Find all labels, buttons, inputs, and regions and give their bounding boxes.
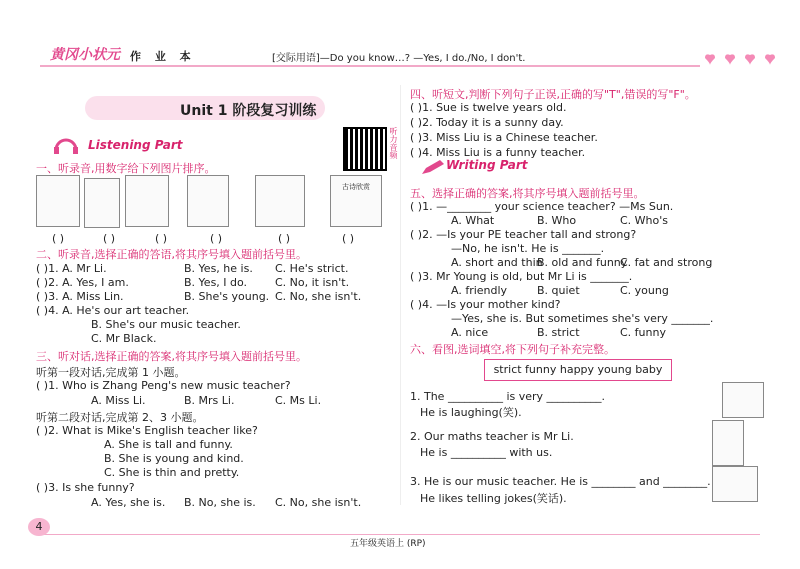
f1-line1: 1. The __________ is very __________. — [410, 390, 606, 403]
section-5-title: 五、选择正确的答案,将其序号填入题前括号里。 — [410, 187, 645, 200]
q3-3-c: C. No, she isn't. — [275, 496, 362, 509]
f3-line1: 3. He is our music teacher. He is ________ and ________. — [410, 475, 711, 488]
bracket-3: ( ) — [155, 232, 168, 245]
section-3-title: 三、听对话,选择正确的答案,将其序号填入题前括号里。 — [36, 350, 307, 363]
q4-1: ( )1. Sue is twelve years old. — [410, 101, 567, 114]
q2-2-c: C. No, it isn't. — [275, 276, 350, 289]
page-number: 4 — [28, 518, 50, 536]
q3-2-a: A. She is tall and funny. — [104, 438, 233, 451]
q3-2-b: B. She is young and kind. — [104, 452, 244, 465]
f2-line2: He is __________ with us. — [420, 446, 553, 459]
q3-1-a: A. Miss Li. — [91, 394, 146, 407]
hearts-decoration-icon — [700, 48, 795, 66]
q4-2: ( )2. Today it is a sunny day. — [410, 116, 564, 129]
listening-banner: Listening Part — [88, 138, 183, 152]
q5-4-b: B. strict — [537, 326, 580, 339]
footer-line — [40, 534, 760, 535]
q5-2-b: B. old and funny — [537, 256, 628, 269]
q5-4-a: A. nice — [451, 326, 489, 339]
footer-book: 五年级英语上 (RP) — [350, 539, 426, 549]
bracket-6: ( ) — [342, 232, 355, 245]
q3-3: ( )3. Is she funny? — [36, 481, 135, 494]
q5-4-c: C. funny — [620, 326, 666, 339]
pencil-icon — [420, 158, 446, 176]
q4-3: ( )3. Miss Liu is a Chinese teacher. — [410, 131, 598, 144]
q5-4-line2: —Yes, she is. But sometimes she's very _______. — [451, 312, 714, 325]
q3-2-c: C. She is thin and pretty. — [104, 466, 240, 479]
q5-3-a: A. friendly — [451, 284, 508, 297]
picture-2 — [84, 178, 120, 228]
word-bank: strict funny happy young baby — [484, 359, 672, 381]
q2-1-c: C. He's strict. — [275, 262, 349, 275]
q5-1-c: C. Who's — [620, 214, 669, 227]
qr-caption: 听力音频 — [389, 127, 398, 159]
q3-3-a: A. Yes, she is. — [91, 496, 166, 509]
q2-2: ( )2. A. Yes, I am. — [36, 276, 129, 289]
section-1-title: 一、听录音,用数字给下列图片排序。 — [36, 162, 216, 175]
q2-3-b: B. She's young. — [184, 290, 270, 303]
dialogue-2-note: 听第二段对话,完成第 2、3 小题。 — [36, 411, 204, 424]
picture-3 — [125, 175, 169, 227]
q2-3: ( )3. A. Miss Lin. — [36, 290, 124, 303]
picture-5 — [255, 175, 305, 227]
q5-2: ( )2. —Is your PE teacher tall and strong? — [410, 228, 637, 241]
q2-2-b: B. Yes, I do. — [184, 276, 248, 289]
bracket-2: ( ) — [103, 232, 116, 245]
q2-1-b: B. Yes, he is. — [184, 262, 253, 275]
headphones-icon — [52, 136, 80, 154]
teacher-picture — [712, 420, 744, 466]
q3-1: ( )1. Who is Zhang Peng's new music teacher? — [36, 379, 291, 392]
q2-3-c: C. No, she isn't. — [275, 290, 362, 303]
header-line — [40, 65, 700, 67]
q5-4: ( )4. —Is your mother kind? — [410, 298, 561, 311]
header-tip: [交际用语]—Do you know…? —Yes, I do./No, I don't. — [272, 53, 526, 64]
q3-3-b: B. No, she is. — [184, 496, 256, 509]
blackboard-text: 古诗欣赏 — [342, 183, 370, 191]
picture-4 — [187, 175, 229, 227]
music-teacher-picture — [712, 466, 758, 502]
q5-1-b: B. Who — [537, 214, 577, 227]
picture-1 — [36, 175, 80, 227]
f1-line2: He is laughing(笑). — [420, 406, 522, 419]
q5-3-c: C. young — [620, 284, 669, 297]
qr-code[interactable] — [343, 127, 387, 171]
section-6-title: 六、看图,选词填空,将下列句子补充完整。 — [410, 343, 615, 356]
q2-4: ( )4. A. He's our art teacher. — [36, 304, 190, 317]
q3-1-c: C. Ms Li. — [275, 394, 322, 407]
q2-1: ( )1. A. Mr Li. — [36, 262, 107, 275]
bracket-5: ( ) — [278, 232, 291, 245]
dialogue-1-note: 听第一段对话,完成第 1 小题。 — [36, 366, 186, 379]
q3-1-b: B. Mrs Li. — [184, 394, 235, 407]
picture-6 — [330, 175, 382, 227]
logo: 黄冈小状元 — [50, 47, 120, 63]
bracket-1: ( ) — [52, 232, 65, 245]
q5-2-line2: —No, he isn't. He is _______. — [451, 242, 605, 255]
q5-2-a: A. short and thin — [451, 256, 543, 269]
column-divider — [400, 85, 401, 505]
section-2-title: 二、听录音,选择正确的答语,将其序号填入题前括号里。 — [36, 248, 307, 261]
q5-1-a: A. What — [451, 214, 495, 227]
q2-4-c: C. Mr Black. — [91, 332, 157, 345]
book-label: 作 业 本 — [130, 50, 196, 63]
q5-3-b: B. quiet — [537, 284, 580, 297]
q2-4-b: B. She's our music teacher. — [91, 318, 241, 331]
bracket-4: ( ) — [210, 232, 223, 245]
q5-2-c: C. fat and strong — [620, 256, 713, 269]
q3-2: ( )2. What is Mike's English teacher like? — [36, 424, 258, 437]
f3-line2: He likes telling jokes(笑话). — [420, 492, 567, 505]
q5-3: ( )3. Mr Young is old, but Mr Li is _______. — [410, 270, 633, 283]
writing-banner: Writing Part — [446, 158, 528, 172]
q4-4: ( )4. Miss Liu is a funny teacher. — [410, 146, 586, 159]
q5-1: ( )1. —________ your science teacher? —Ms Sun. — [410, 200, 674, 213]
f2-line1: 2. Our maths teacher is Mr Li. — [410, 430, 574, 443]
baby-picture — [722, 382, 764, 418]
section-4-title: 四、听短文,判断下列句子正误,正确的写"T",错误的写"F"。 — [410, 88, 696, 101]
unit-title: Unit 1 阶段复习训练 — [180, 103, 317, 119]
